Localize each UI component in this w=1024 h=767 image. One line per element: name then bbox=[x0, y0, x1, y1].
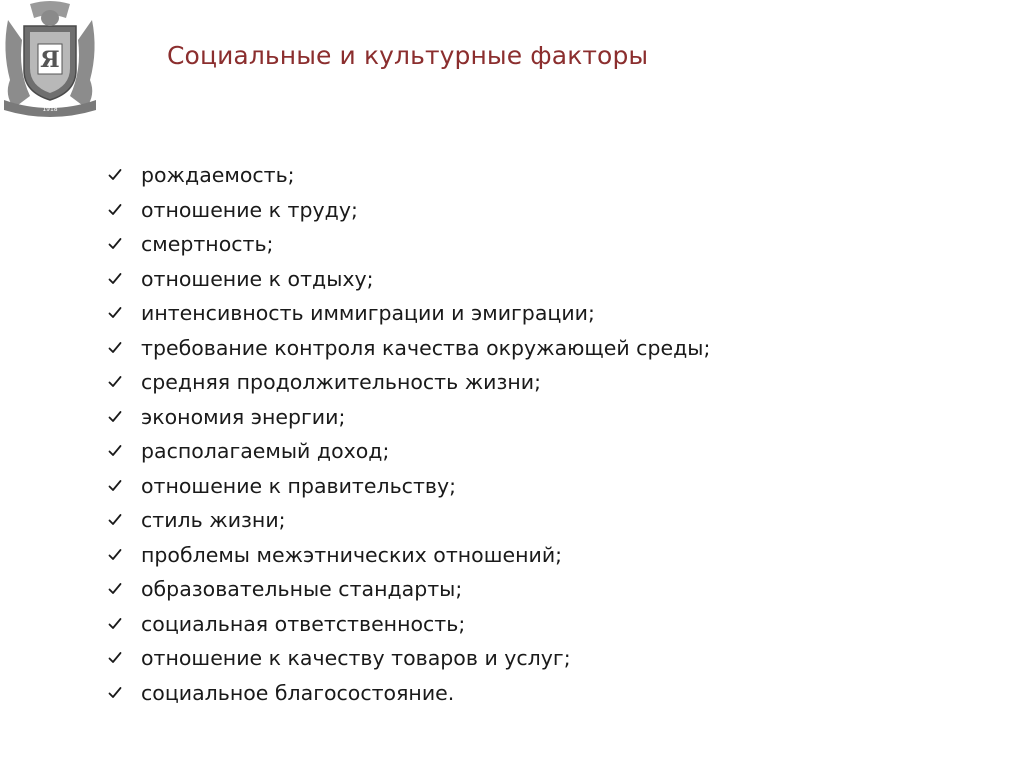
list-item-text: экономия энергии; bbox=[141, 404, 346, 429]
list-item-text: проблемы межэтнических отношений; bbox=[141, 542, 563, 567]
list-item bbox=[108, 434, 710, 469]
check-icon bbox=[108, 410, 122, 424]
list-item bbox=[108, 262, 710, 297]
slide-title: Социальные и культурные факторы bbox=[167, 41, 649, 70]
list-item-text: отношение к качеству товаров и услуг; bbox=[141, 646, 571, 671]
check-icon bbox=[108, 168, 122, 182]
logo-year: 1918 bbox=[42, 106, 58, 113]
list-item bbox=[108, 538, 710, 573]
list-item-text: требование контроля качества окружающей среды; bbox=[141, 335, 711, 360]
list-item bbox=[108, 365, 710, 400]
list-item bbox=[108, 331, 710, 366]
list-item bbox=[108, 400, 710, 435]
list-item-text: социальное благосостояние. bbox=[141, 680, 455, 705]
check-icon bbox=[108, 444, 122, 458]
check-icon bbox=[108, 306, 122, 320]
list-item-text: социальная ответственность; bbox=[141, 611, 466, 636]
list-item-text: отношение к труду; bbox=[141, 197, 358, 222]
list-item bbox=[108, 503, 710, 538]
check-icon bbox=[108, 341, 122, 355]
list-item-text: рождаемость; bbox=[141, 163, 295, 188]
check-icon bbox=[108, 272, 122, 286]
check-icon bbox=[108, 479, 122, 493]
check-icon bbox=[108, 513, 122, 527]
list-item bbox=[108, 158, 710, 193]
check-icon bbox=[108, 203, 122, 217]
list-item-text: средняя продолжительность жизни; bbox=[141, 370, 542, 395]
list-item bbox=[108, 296, 710, 331]
factor-list bbox=[108, 158, 710, 710]
list-item bbox=[108, 193, 710, 228]
check-icon bbox=[108, 651, 122, 665]
list-item-text: располагаемый доход; bbox=[141, 439, 390, 464]
list-item-text: отношение к правительству; bbox=[141, 473, 457, 498]
list-item bbox=[108, 676, 710, 711]
list-item-text: образовательные стандарты; bbox=[141, 577, 463, 602]
list-item bbox=[108, 641, 710, 676]
svg-text:Я: Я bbox=[40, 47, 60, 73]
check-icon bbox=[108, 686, 122, 700]
check-icon bbox=[108, 375, 122, 389]
university-crest-icon bbox=[0, 0, 100, 118]
list-item-text: стиль жизни; bbox=[141, 508, 286, 533]
list-item bbox=[108, 469, 710, 504]
list-item bbox=[108, 572, 710, 607]
check-icon bbox=[108, 617, 122, 631]
check-icon bbox=[108, 548, 122, 562]
list-item bbox=[108, 227, 710, 262]
list-item bbox=[108, 607, 710, 642]
list-item-text: интенсивность иммиграции и эмиграции; bbox=[141, 301, 595, 326]
list-item-text: смертность; bbox=[141, 232, 274, 257]
check-icon bbox=[108, 582, 122, 596]
list-item-text: отношение к отдыху; bbox=[141, 266, 374, 291]
check-icon bbox=[108, 237, 122, 251]
